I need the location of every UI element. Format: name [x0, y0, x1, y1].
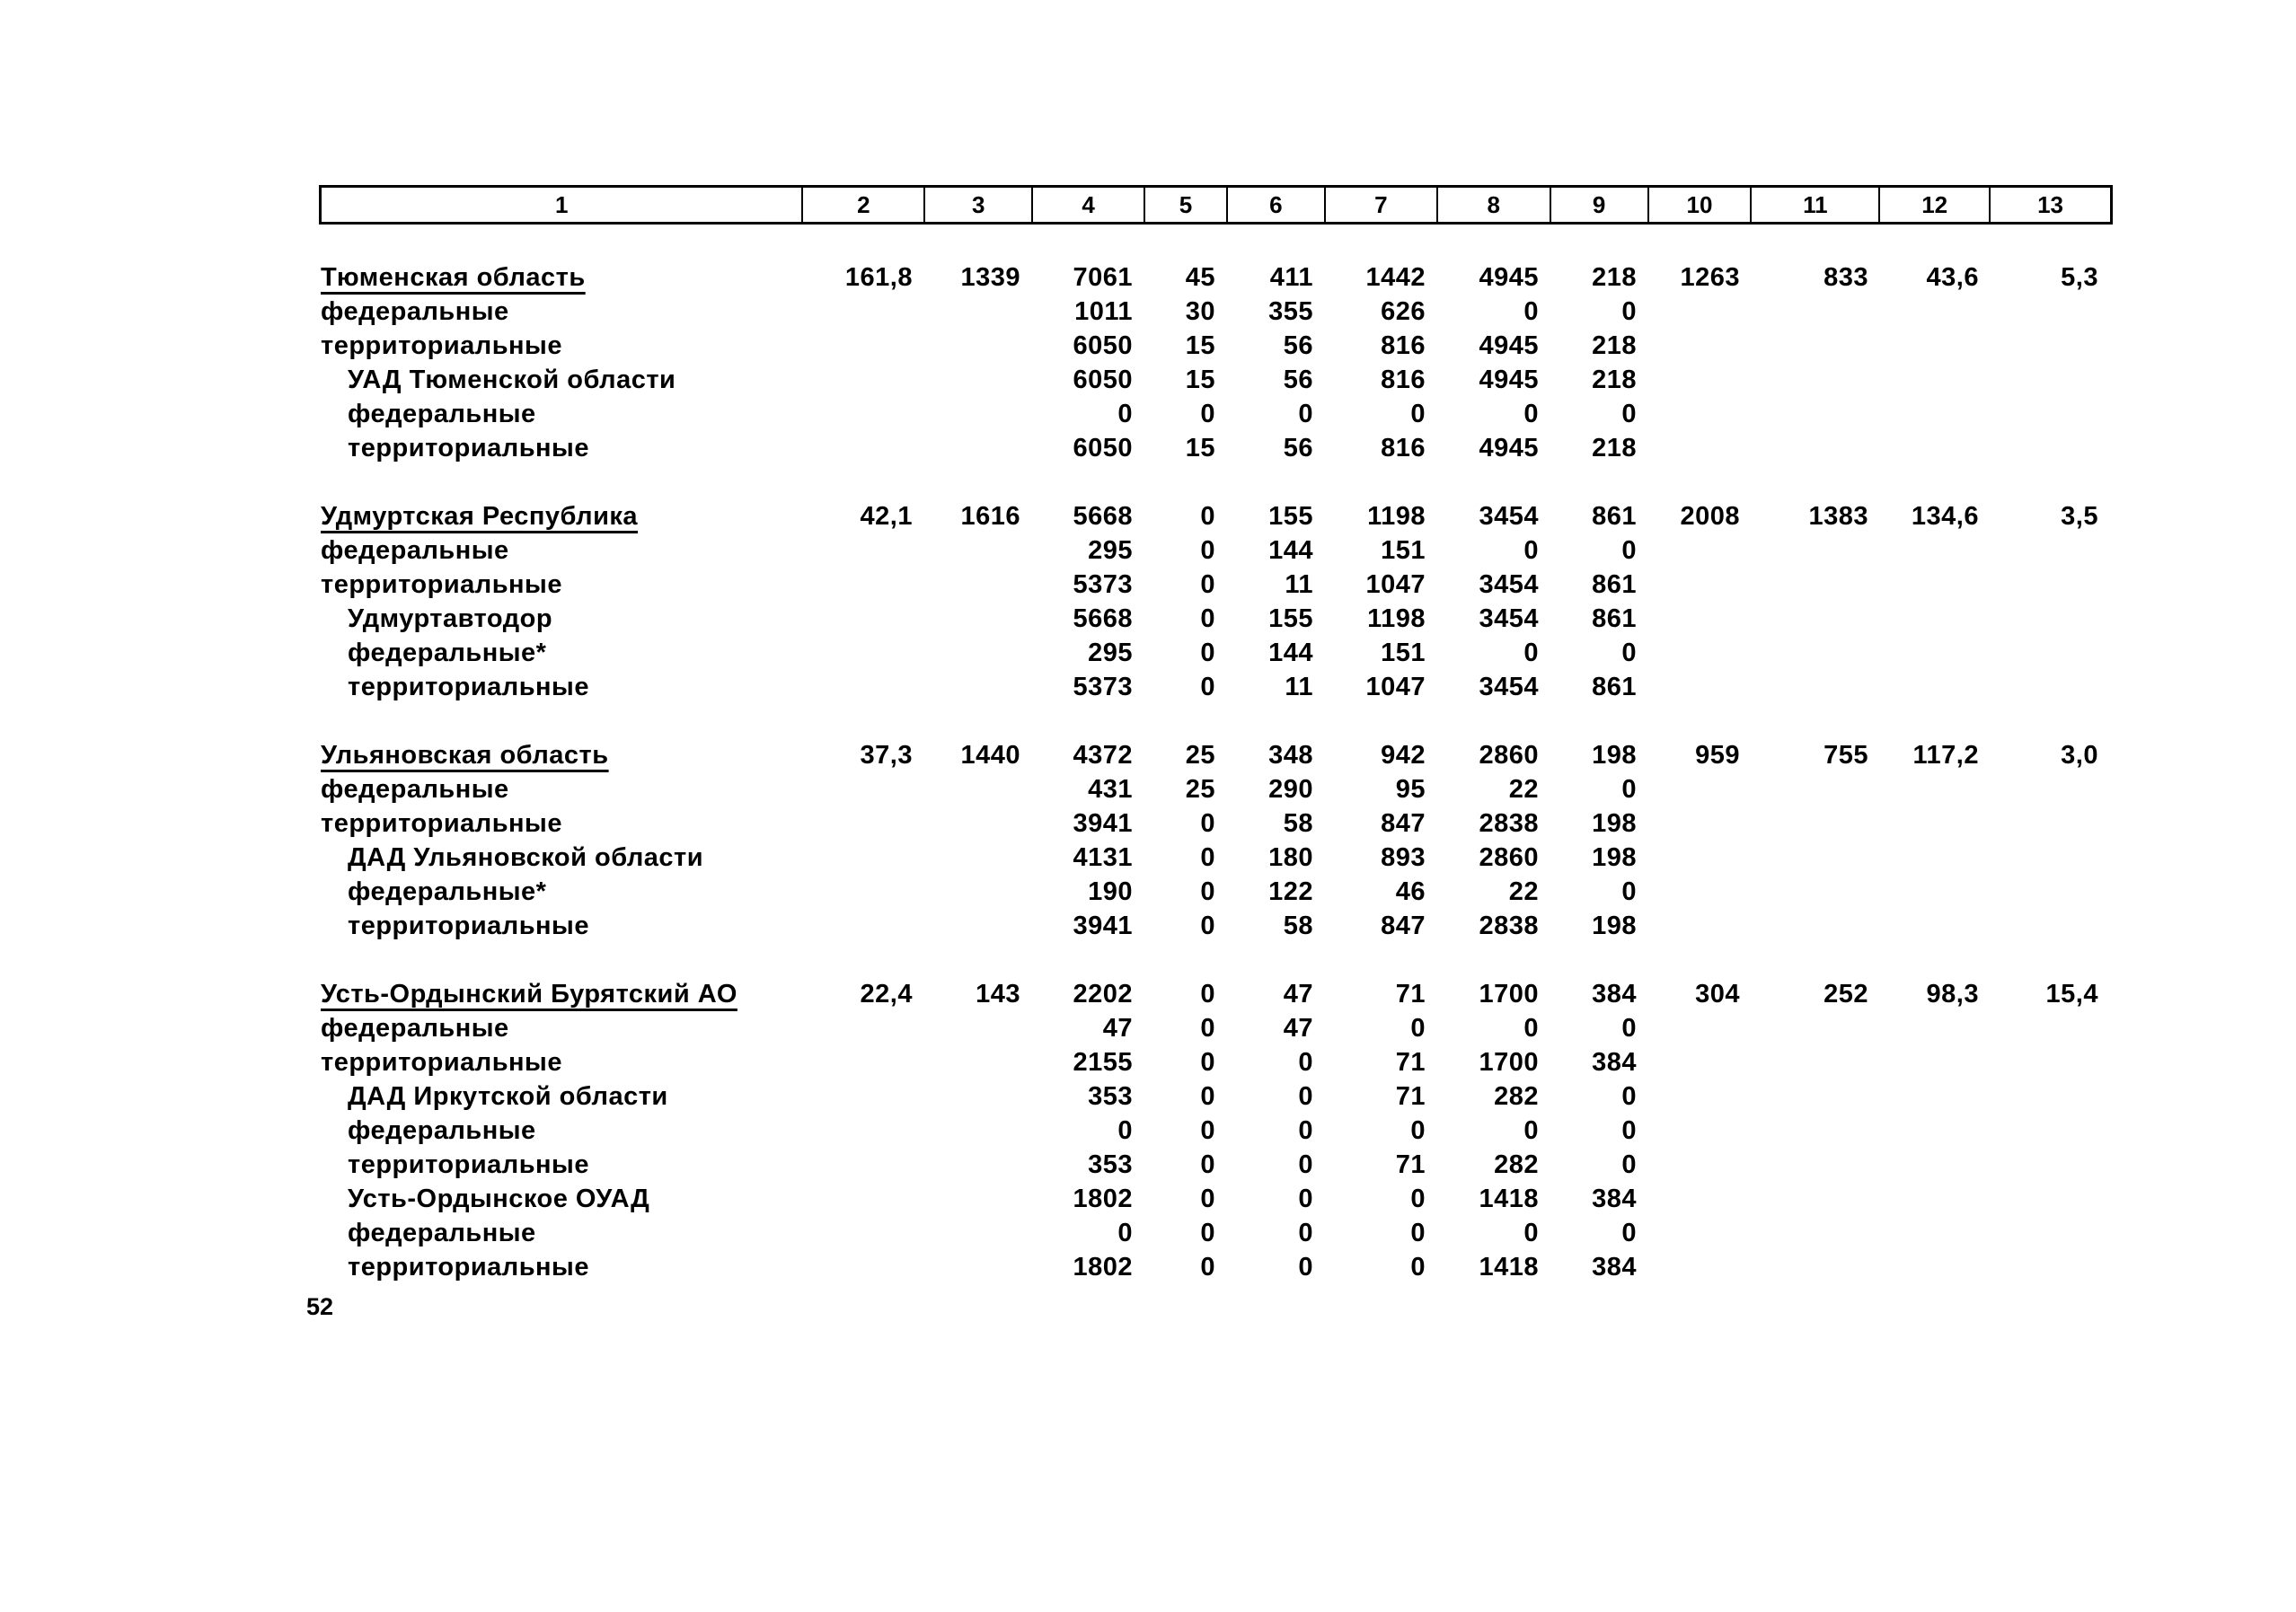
cell: 0	[1200, 1115, 1215, 1145]
cell: 1802	[1073, 1252, 1133, 1282]
row-label: федеральные	[321, 296, 509, 326]
cell: 252	[1824, 979, 1868, 1009]
cell: 304	[1695, 979, 1740, 1009]
cell: 0	[1200, 1013, 1215, 1043]
cell: 0	[1200, 1081, 1215, 1111]
cell: 0	[1410, 1115, 1426, 1145]
cell: 161,8	[844, 262, 913, 292]
cell: 11	[1285, 672, 1313, 701]
cell: 1047	[1365, 672, 1426, 701]
row-label: территориальные	[348, 1150, 589, 1179]
page-number: 52	[306, 1293, 334, 1320]
cell: 348	[1268, 740, 1313, 770]
cell: 0	[1621, 296, 1637, 326]
table-row	[321, 568, 2111, 602]
cell: 56	[1283, 330, 1313, 360]
cell: 1418	[1479, 1184, 1539, 1213]
cell: 5,3	[2061, 262, 2098, 292]
cell: 144	[1268, 535, 1313, 565]
table-row	[321, 738, 2111, 772]
cell: 3941	[1073, 808, 1133, 838]
cell: 180	[1268, 842, 1313, 872]
row-label: федеральные	[348, 1218, 536, 1247]
cell: 4945	[1479, 433, 1539, 462]
cell: 3454	[1479, 603, 1539, 633]
cell: 0	[1200, 603, 1215, 633]
row-label: территориальные	[348, 433, 589, 462]
cell: 71	[1395, 979, 1426, 1009]
table-row	[321, 909, 2111, 943]
row-label: территориальные	[321, 1047, 562, 1077]
cell: 56	[1283, 433, 1313, 462]
cell: 295	[1088, 638, 1133, 667]
row-label: Удмуртская Республика	[321, 501, 639, 531]
column-header: 5	[1145, 188, 1228, 222]
table-row	[321, 670, 2111, 704]
cell: 6050	[1073, 433, 1133, 462]
cell: 218	[1592, 433, 1637, 462]
column-header: 12	[1880, 188, 1991, 222]
cell: 0	[1523, 535, 1539, 565]
cell: 0	[1200, 1150, 1215, 1179]
cell: 144	[1268, 638, 1313, 667]
cell: 1047	[1365, 569, 1426, 599]
cell: 98,3	[1926, 979, 1979, 1009]
cell: 1700	[1479, 1047, 1539, 1077]
cell: 0	[1200, 672, 1215, 701]
cell: 4372	[1073, 740, 1133, 770]
row-label: федеральные	[321, 535, 509, 565]
column-header: 10	[1649, 188, 1753, 222]
row-label: Удмуртавтодор	[348, 603, 553, 633]
cell: 1011	[1074, 296, 1133, 326]
cell: 1198	[1367, 501, 1426, 531]
cell: 0	[1410, 1184, 1426, 1213]
cell: 95	[1395, 774, 1426, 804]
row-label: территориальные	[321, 808, 562, 838]
cell: 1383	[1808, 501, 1868, 531]
cell: 3941	[1073, 911, 1133, 940]
cell: 42,1	[860, 501, 913, 531]
cell: 4945	[1479, 330, 1539, 360]
table-row	[321, 636, 2111, 670]
cell: 0	[1117, 399, 1133, 428]
cell: 0	[1523, 638, 1539, 667]
cell: 1440	[960, 740, 1020, 770]
cell: 1339	[960, 262, 1020, 292]
table-row	[321, 295, 2111, 329]
cell: 0	[1117, 1115, 1133, 1145]
cell: 0	[1200, 501, 1215, 531]
cell: 2202	[1073, 979, 1133, 1009]
cell: 0	[1621, 1013, 1637, 1043]
cell: 198	[1592, 740, 1637, 770]
cell: 0	[1523, 1218, 1539, 1247]
cell: 0	[1117, 1218, 1133, 1247]
cell: 4945	[1479, 262, 1539, 292]
cell: 22,4	[860, 979, 913, 1009]
row-label: федеральные	[321, 1013, 509, 1043]
cell: 218	[1592, 330, 1637, 360]
cell: 0	[1621, 1081, 1637, 1111]
cell: 0	[1298, 1150, 1313, 1179]
cell: 0	[1621, 399, 1637, 428]
cell: 0	[1410, 399, 1426, 428]
cell: 1198	[1367, 603, 1426, 633]
cell: 2860	[1479, 740, 1539, 770]
cell: 3454	[1479, 672, 1539, 701]
row-label: федеральные*	[348, 638, 547, 667]
cell: 37,3	[860, 740, 913, 770]
cell: 25	[1185, 774, 1215, 804]
column-header: 7	[1326, 188, 1438, 222]
cell: 0	[1523, 1013, 1539, 1043]
cell: 816	[1381, 330, 1426, 360]
cell: 755	[1824, 740, 1868, 770]
row-label: Тюменская область	[321, 262, 586, 292]
column-header: 1	[322, 188, 803, 222]
row-label: территориальные	[348, 672, 589, 701]
row-label: УАД Тюменской области	[348, 365, 676, 394]
cell: 46	[1395, 876, 1426, 906]
column-header: 11	[1752, 188, 1880, 222]
row-label: Усть-Ордынское ОУАД	[348, 1184, 650, 1213]
cell: 0	[1200, 638, 1215, 667]
cell: 5668	[1073, 603, 1133, 633]
cell: 0	[1410, 1218, 1426, 1247]
cell: 0	[1200, 535, 1215, 565]
table-row	[321, 1216, 2111, 1250]
column-header: 13	[2037, 190, 2064, 218]
cell: 0	[1621, 1115, 1637, 1145]
cell: 122	[1268, 876, 1313, 906]
cell: 134,6	[1911, 501, 1979, 531]
row-label: территориальные	[321, 330, 562, 360]
cell: 198	[1592, 911, 1637, 940]
cell: 4131	[1073, 842, 1133, 872]
cell: 384	[1592, 979, 1637, 1009]
column-header: 6	[1228, 188, 1326, 222]
row-label: территориальные	[348, 1252, 589, 1282]
row-label: ДАД Ульяновской области	[348, 842, 704, 872]
block-spacer	[321, 704, 2111, 738]
table-row	[321, 977, 2111, 1011]
cell: 847	[1381, 808, 1426, 838]
cell: 3454	[1479, 501, 1539, 531]
table-header-row	[319, 185, 2113, 225]
cell: 71	[1395, 1081, 1426, 1111]
cell: 6050	[1073, 330, 1133, 360]
cell: 816	[1381, 365, 1426, 394]
row-label: ДАД Иркутской области	[348, 1081, 668, 1111]
table-row	[321, 1079, 2111, 1114]
table-row	[321, 397, 2111, 431]
cell: 3454	[1479, 569, 1539, 599]
cell: 218	[1592, 262, 1637, 292]
row-label: территориальные	[348, 911, 589, 940]
cell: 0	[1200, 1218, 1215, 1247]
cell: 0	[1298, 1184, 1313, 1213]
table-row	[321, 1045, 2111, 1079]
cell: 0	[1200, 1047, 1215, 1077]
row-label: федеральные	[321, 774, 509, 804]
cell: 43,6	[1926, 262, 1979, 292]
block-spacer	[321, 465, 2111, 499]
row-label: федеральные	[348, 399, 536, 428]
table-row	[321, 602, 2111, 636]
cell: 0	[1200, 842, 1215, 872]
cell: 2838	[1479, 911, 1539, 940]
cell: 45	[1185, 262, 1215, 292]
block-spacer	[321, 943, 2111, 977]
table-row	[321, 533, 2111, 568]
cell: 0	[1523, 296, 1539, 326]
cell: 15	[1185, 433, 1215, 462]
cell: 47	[1283, 1013, 1313, 1043]
cell: 71	[1395, 1047, 1426, 1077]
cell: 22	[1508, 876, 1539, 906]
table-body	[321, 260, 2111, 1284]
column-header: 8	[1438, 188, 1551, 222]
cell: 0	[1621, 1150, 1637, 1179]
cell: 47	[1283, 979, 1313, 1009]
cell: 25	[1185, 740, 1215, 770]
row-label: территориальные	[321, 569, 562, 599]
cell: 0	[1621, 535, 1637, 565]
cell: 0	[1298, 1047, 1313, 1077]
cell: 1700	[1479, 979, 1539, 1009]
cell: 0	[1200, 876, 1215, 906]
cell: 218	[1592, 365, 1637, 394]
cell: 893	[1381, 842, 1426, 872]
cell: 0	[1200, 399, 1215, 428]
cell: 353	[1088, 1081, 1133, 1111]
cell: 58	[1283, 911, 1313, 940]
cell: 847	[1381, 911, 1426, 940]
column-header: 9	[1551, 188, 1649, 222]
cell: 942	[1381, 740, 1426, 770]
cell: 0	[1200, 979, 1215, 1009]
cell: 431	[1088, 774, 1133, 804]
cell: 1802	[1073, 1184, 1133, 1213]
cell: 0	[1410, 1252, 1426, 1282]
table-row	[321, 806, 2111, 841]
cell: 47	[1102, 1013, 1133, 1043]
cell: 15	[1185, 365, 1215, 394]
table-row	[321, 1182, 2111, 1216]
cell: 0	[1523, 1115, 1539, 1145]
cell: 0	[1410, 1013, 1426, 1043]
cell: 0	[1621, 876, 1637, 906]
cell: 117,2	[1912, 740, 1979, 770]
table-row	[321, 1114, 2111, 1148]
cell: 15	[1185, 330, 1215, 360]
table-row	[321, 1148, 2111, 1182]
table-row	[321, 329, 2111, 363]
table-row	[321, 875, 2111, 909]
cell: 2155	[1073, 1047, 1133, 1077]
cell: 384	[1592, 1047, 1637, 1077]
cell: 295	[1088, 535, 1133, 565]
cell: 15,4	[2045, 979, 2098, 1009]
cell: 0	[1621, 774, 1637, 804]
cell: 0	[1298, 1081, 1313, 1111]
cell: 56	[1283, 365, 1313, 394]
column-header: 3	[925, 188, 1033, 222]
cell: 0	[1200, 569, 1215, 599]
cell: 198	[1592, 808, 1637, 838]
cell: 5373	[1073, 569, 1133, 599]
cell: 833	[1824, 262, 1868, 292]
cell: 0	[1621, 638, 1637, 667]
cell: 198	[1592, 842, 1637, 872]
cell: 0	[1298, 1252, 1313, 1282]
cell: 0	[1298, 399, 1313, 428]
cell: 3,0	[2061, 740, 2098, 770]
table-row	[321, 772, 2111, 806]
cell: 7061	[1073, 262, 1133, 292]
cell: 5373	[1073, 672, 1133, 701]
cell: 155	[1268, 501, 1313, 531]
row-label: федеральные	[348, 1115, 536, 1145]
cell: 0	[1298, 1115, 1313, 1145]
column-header: 4	[1033, 188, 1145, 222]
cell: 384	[1592, 1252, 1637, 1282]
cell: 71	[1395, 1150, 1426, 1179]
cell: 353	[1088, 1150, 1133, 1179]
table-row	[321, 260, 2111, 295]
cell: 1616	[960, 501, 1020, 531]
cell: 290	[1268, 774, 1313, 804]
cell: 0	[1200, 1184, 1215, 1213]
cell: 384	[1592, 1184, 1637, 1213]
table-row	[321, 363, 2111, 397]
cell: 282	[1494, 1150, 1539, 1179]
row-label: Ульяновская область	[321, 740, 609, 770]
cell: 0	[1200, 911, 1215, 940]
row-label: федеральные*	[348, 876, 547, 906]
cell: 626	[1381, 296, 1426, 326]
cell: 155	[1268, 603, 1313, 633]
cell: 0	[1200, 808, 1215, 838]
table-row	[321, 499, 2111, 533]
cell: 2860	[1479, 842, 1539, 872]
cell: 2838	[1479, 808, 1539, 838]
cell: 5668	[1073, 501, 1133, 531]
table-row	[321, 431, 2111, 465]
cell: 151	[1381, 638, 1426, 667]
cell: 1263	[1680, 262, 1740, 292]
cell: 151	[1381, 535, 1426, 565]
cell: 959	[1695, 740, 1740, 770]
cell: 861	[1592, 569, 1637, 599]
cell: 0	[1200, 1252, 1215, 1282]
table-row	[321, 841, 2111, 875]
cell: 816	[1381, 433, 1426, 462]
cell: 4945	[1479, 365, 1539, 394]
cell: 0	[1621, 1218, 1637, 1247]
cell: 411	[1269, 262, 1313, 292]
cell: 2008	[1680, 501, 1740, 531]
row-label: Усть-Ордынский Бурятский АО	[321, 979, 737, 1009]
column-header: 2	[803, 188, 925, 222]
cell: 22	[1508, 774, 1539, 804]
cell: 355	[1268, 296, 1313, 326]
cell: 3,5	[2061, 501, 2098, 531]
cell: 0	[1523, 399, 1539, 428]
cell: 282	[1494, 1081, 1539, 1111]
cell: 143	[976, 979, 1020, 1009]
cell: 58	[1283, 808, 1313, 838]
cell: 190	[1088, 876, 1133, 906]
cell: 1442	[1365, 262, 1426, 292]
cell: 30	[1185, 296, 1215, 326]
cell: 11	[1285, 569, 1313, 599]
table-row	[321, 1011, 2111, 1045]
cell: 861	[1592, 501, 1637, 531]
cell: 6050	[1073, 365, 1133, 394]
cell: 861	[1592, 672, 1637, 701]
cell: 861	[1592, 603, 1637, 633]
cell: 0	[1298, 1218, 1313, 1247]
cell: 1418	[1479, 1252, 1539, 1282]
table-row	[321, 1250, 2111, 1284]
